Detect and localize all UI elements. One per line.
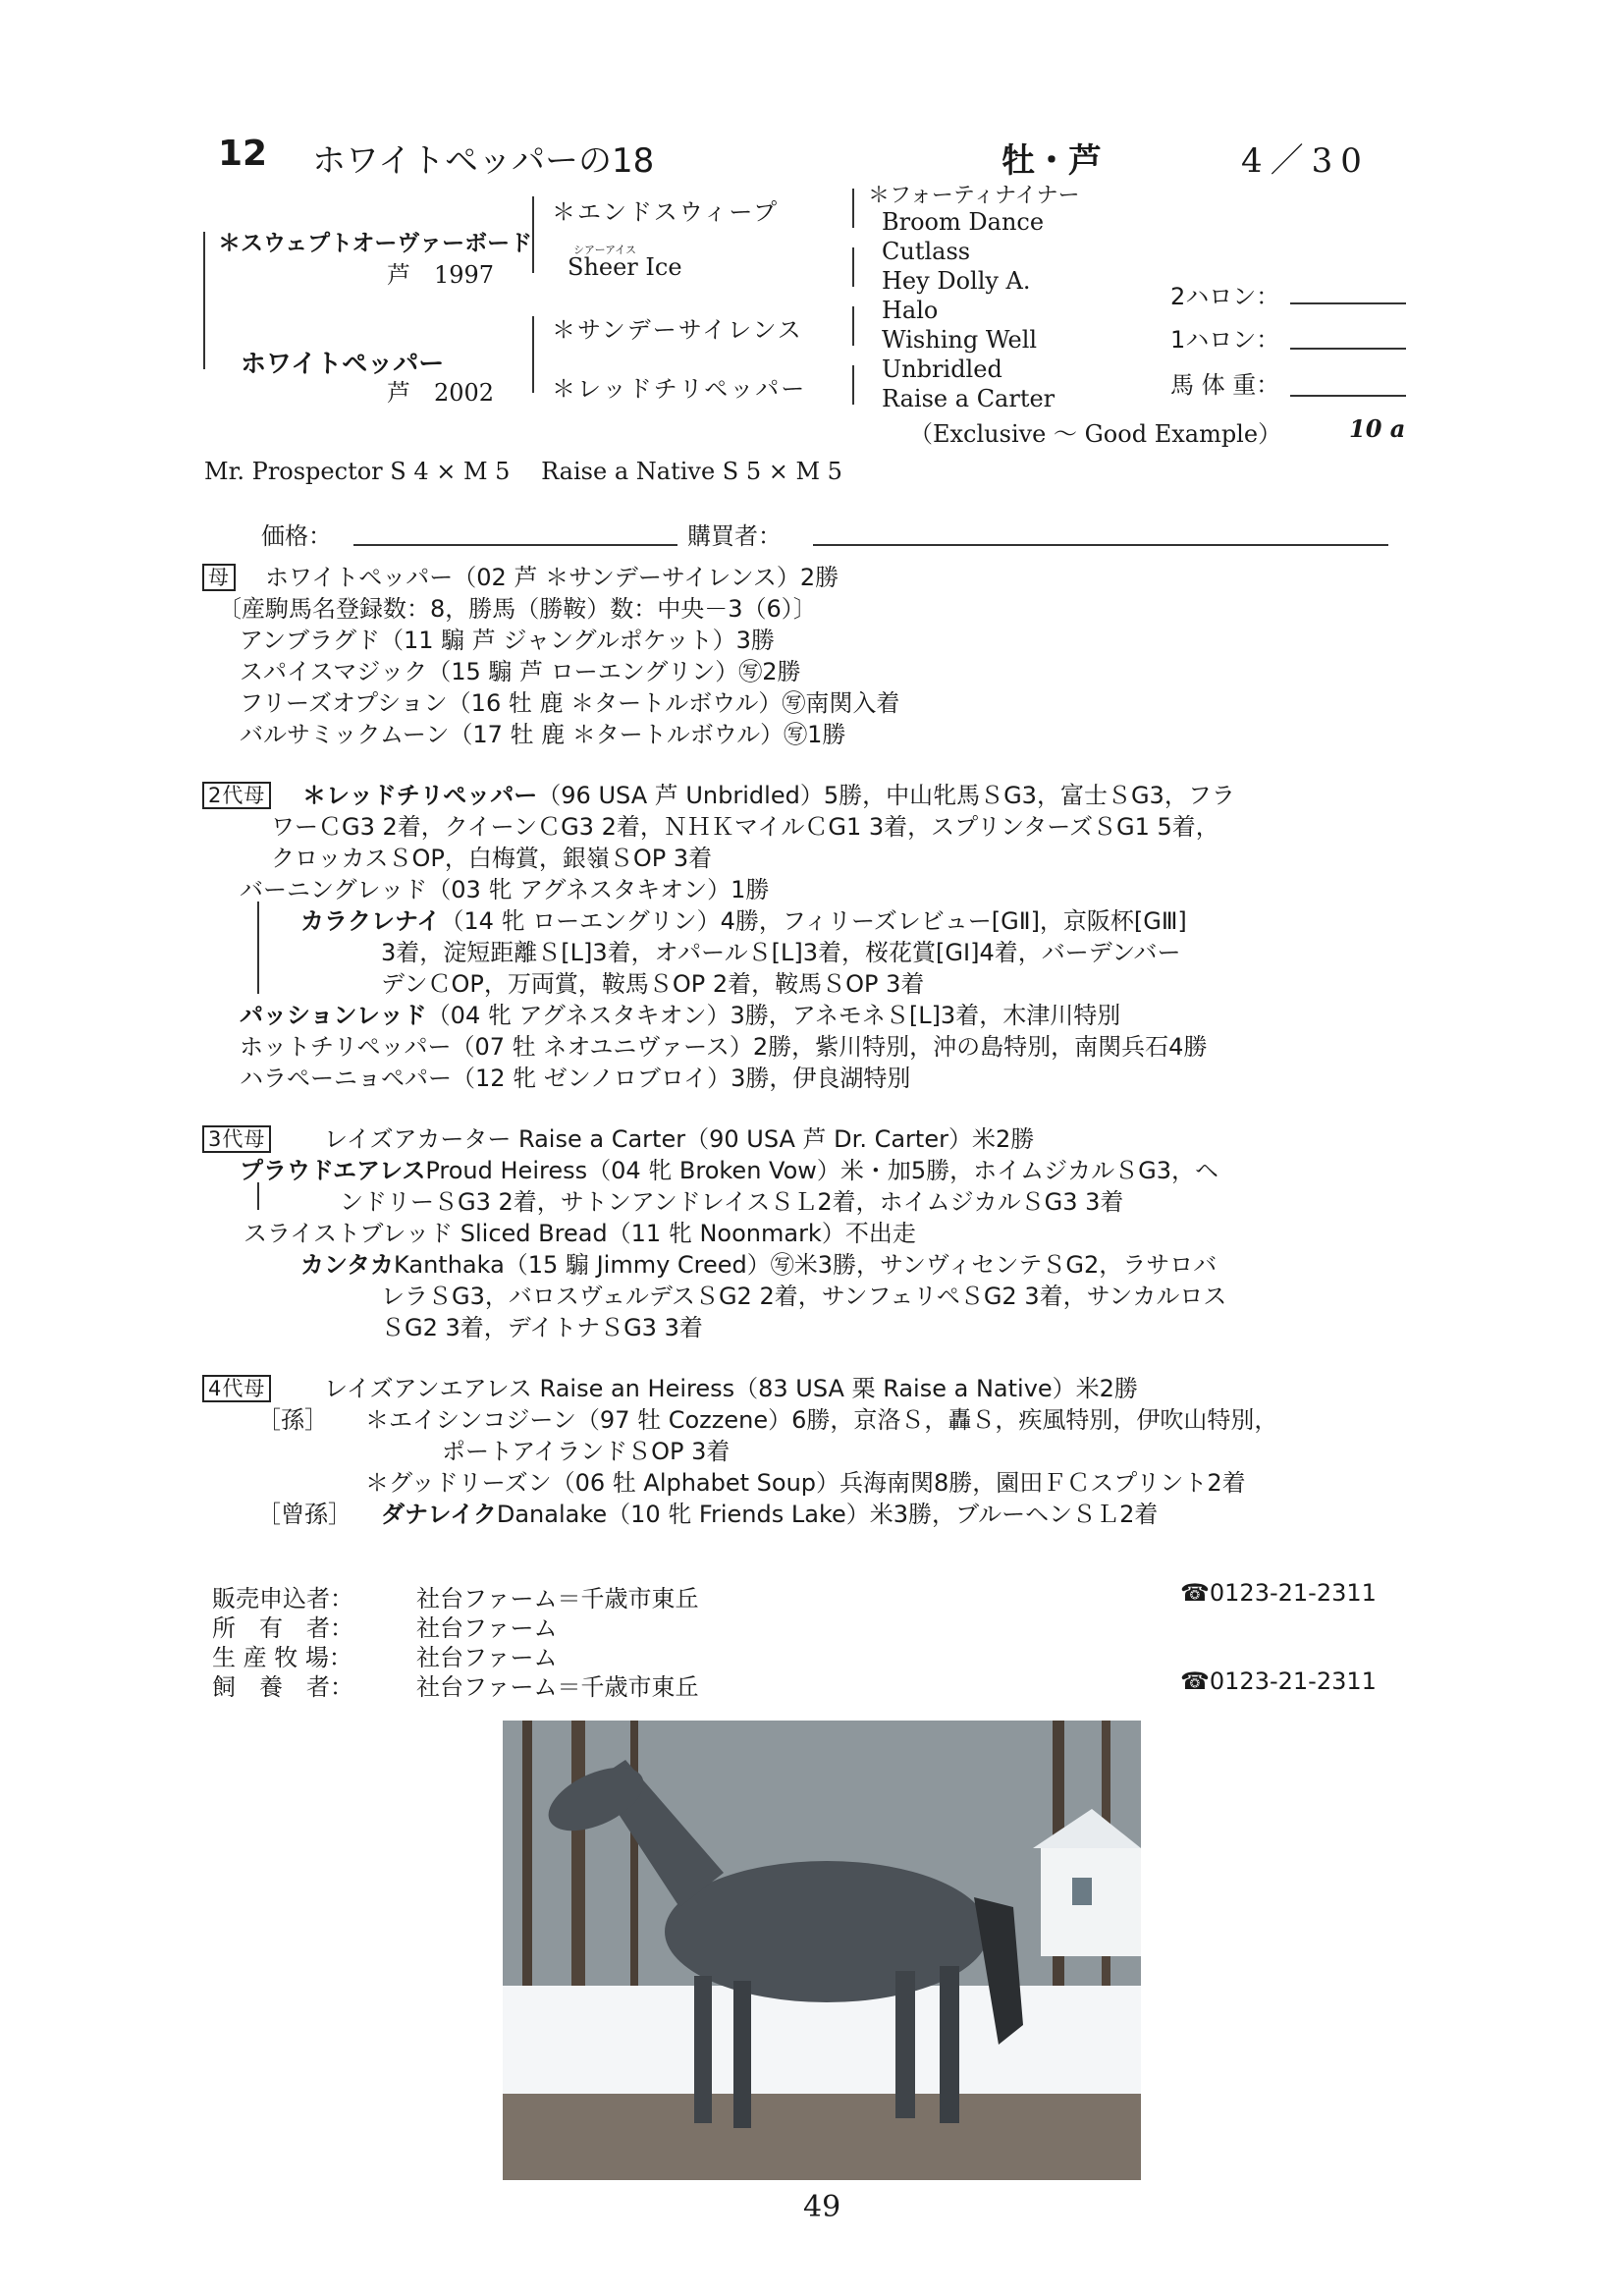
second-dam-record: （96 USA 芦 Unbridled）5勝，中山牝馬ＳG3，富士ＳG3，フラ bbox=[537, 782, 1235, 809]
inbreeding-note: Mr. Prospector S 4 × M 5 Raise a Native S 5 × M 5 bbox=[204, 458, 842, 485]
dam-info: 芦 2002 bbox=[387, 379, 495, 407]
gen3-brace-4 bbox=[852, 365, 854, 405]
passion-name: パッションレッド bbox=[240, 1002, 427, 1029]
gen3-ancestor-5: Halo bbox=[882, 297, 939, 324]
raiser-value: 社台ファーム＝千歳市東丘 bbox=[416, 1673, 699, 1701]
danalake-head bbox=[381, 1495, 1158, 1529]
weight-field[interactable] bbox=[1290, 395, 1406, 397]
owner-value: 社台ファーム bbox=[416, 1614, 558, 1642]
dam-section-label: 母 bbox=[202, 564, 236, 591]
fourth-dam-section-label: 4代母 bbox=[202, 1375, 271, 1402]
one-furlong-field[interactable] bbox=[1290, 348, 1406, 350]
gen3-ancestor-4: Hey Dolly A. bbox=[882, 267, 1031, 295]
kantaka-head bbox=[300, 1245, 1217, 1280]
proud-head bbox=[240, 1151, 1218, 1185]
karakurenai-record: （14 牝 ローエングリン）4勝，フィリーズレビュー[GⅡ]，京阪杯[GⅢ] bbox=[440, 907, 1187, 935]
gen3-brace-3 bbox=[852, 306, 854, 346]
gen3-ancestor-6: Wishing Well bbox=[882, 326, 1038, 354]
great-grandchild-label: ［曾孫］ bbox=[257, 1501, 352, 1528]
birth-date: 4／30 bbox=[1241, 141, 1370, 181]
dam-line-4: スパイスマジック（15 騸 芦 ローエングリン）㊢2勝 bbox=[240, 658, 801, 685]
goodreason-line: ＊グッドリーズン（06 牡 Alphabet Soup）兵海南関8勝，園田ＦＣスプリント2着 bbox=[365, 1469, 1246, 1497]
page-number: 49 bbox=[803, 2190, 841, 2224]
third-dam-head: レイズアカーター Raise a Carter（90 USA 芦 Dr. Carter）米2勝 bbox=[324, 1125, 1035, 1153]
second-dam-name: ＊レッドチリペッパー bbox=[302, 782, 538, 809]
passion-head bbox=[240, 996, 1120, 1030]
one-furlong-label: 1ハロン： bbox=[1170, 326, 1280, 354]
hotchili-line: ホットチリペッパー（07 牡 ネオユニヴァース）2勝，紫川特別，沖の島特別，南関兵石4勝 bbox=[240, 1033, 1208, 1061]
dam-name: ホワイトペッパー bbox=[241, 350, 445, 379]
dam-line-5: フリーズオプション（16 牡 鹿 ＊タートルボウル）㊢南関入着 bbox=[240, 689, 900, 717]
kantaka-line-2: レラＳG3，バロスヴェルデスＳG2 2着，サンフェリペＳG2 3着，サンカルロス bbox=[381, 1283, 1227, 1310]
breeder-value: 社台ファーム bbox=[416, 1644, 558, 1671]
horse-photo bbox=[503, 1721, 1141, 2180]
gen3-brace-1 bbox=[852, 189, 854, 228]
family-note: （Exclusive ～ Good Example） bbox=[909, 420, 1282, 448]
second-dam-head bbox=[302, 776, 1235, 810]
grandchild-label: ［孫］ bbox=[257, 1406, 328, 1434]
seller-tel: ☎0123-21-2311 bbox=[1180, 1579, 1377, 1607]
buyer-field[interactable] bbox=[813, 544, 1388, 546]
owner-label: 所 有 者： bbox=[212, 1614, 353, 1642]
kantaka-record: Kanthaka（15 騸 Jimmy Creed）㊢米3勝，サンヴィセンテＳG2，ラサロバ bbox=[394, 1251, 1218, 1279]
sire-info: 芦 1997 bbox=[387, 261, 495, 289]
proud-name: プラウドエアレス bbox=[240, 1157, 426, 1184]
gen3-ancestor-2: Broom Dance bbox=[882, 208, 1045, 236]
raiser-label: 飼 養 者： bbox=[212, 1673, 353, 1701]
danalake-record: Danalake（10 牝 Friends Lake）米3勝，ブルーヘンＳＬ2着 bbox=[496, 1501, 1159, 1528]
family-number: 10 a bbox=[1349, 414, 1406, 443]
seller-label: 販売申込者： bbox=[212, 1585, 353, 1613]
karakurenai-line-2: 3着，淀短距離Ｓ[L]3着，オパールＳ[L]3着，桜花賞[GⅠ]4着，バーデンバー bbox=[381, 939, 1181, 966]
horse-name: ホワイトペッパーの18 bbox=[312, 141, 655, 181]
proud-descendant-line bbox=[257, 1182, 259, 1210]
second-dam-section-label: 2代母 bbox=[202, 782, 271, 809]
sliced-bread-line: スライストブレッド Sliced Bread（11 牝 Noonmark）不出走 bbox=[244, 1220, 916, 1247]
dam-sire: ＊サンデーサイレンス bbox=[552, 316, 803, 344]
gen3-ancestor-8: Raise a Carter bbox=[882, 385, 1056, 412]
kantaka-name: カンタカ bbox=[300, 1251, 395, 1279]
gen3-ancestor-1: ＊フォーティナイナー bbox=[868, 184, 1080, 208]
two-furlong-field[interactable] bbox=[1290, 302, 1406, 304]
second-dam-line-4: バーニングレッド（03 牝 アグネスタキオン）1勝 bbox=[240, 876, 770, 903]
second-dam-line-3: クロッカスＳOP，白梅賞，銀嶺ＳOP 3着 bbox=[271, 845, 713, 872]
descendant-line bbox=[257, 902, 259, 994]
gen3-brace-2 bbox=[852, 247, 854, 287]
karakurenai-head bbox=[300, 902, 1187, 936]
dam-line-2: 〔産駒馬名登録数：8，勝馬（勝鞍）数：中央－3（6）〕 bbox=[218, 595, 817, 623]
sex-color: 牡・芦 bbox=[1001, 141, 1102, 181]
two-furlong-label: 2ハロン： bbox=[1170, 283, 1280, 310]
pedigree-brace-left bbox=[203, 232, 205, 369]
proud-record: Proud Heiress（04 牝 Broken Vow）米・加5勝，ホイムジカルＳG3，ヘ bbox=[425, 1157, 1219, 1184]
weight-label: 馬 体 重： bbox=[1170, 371, 1280, 399]
gen3-ancestor-3: Cutlass bbox=[882, 238, 971, 265]
dam-line-6: バルサミックムーン（17 牡 鹿 ＊タートルボウル）㊢1勝 bbox=[240, 721, 846, 748]
price-label: 価格： bbox=[261, 522, 332, 550]
danalake-name: ダナレイク bbox=[381, 1501, 497, 1528]
sire-brace bbox=[532, 196, 534, 273]
gen3-ancestor-7: Unbridled bbox=[882, 355, 1002, 383]
raiser-tel: ☎0123-21-2311 bbox=[1180, 1667, 1377, 1695]
aishin-line: ＊エイシンコジーン（97 牡 Cozzene）6勝，京洛Ｓ，轟Ｓ，疾風特別，伊吹山特別， bbox=[365, 1406, 1278, 1434]
dam-brace bbox=[532, 316, 534, 393]
dam-line-3: アンブラグド（11 騸 芦 ジャングルポケット）3勝 bbox=[240, 627, 775, 654]
sire-dam-ruby: シアーアイス bbox=[573, 244, 637, 256]
sire-dam: Sheer Ice bbox=[568, 253, 682, 281]
dam-dam: ＊レッドチリペッパー bbox=[552, 375, 807, 403]
karakurenai-name: カラクレナイ bbox=[300, 907, 441, 935]
sire-sire: ＊エンドスウィープ bbox=[552, 198, 780, 226]
seller-value: 社台ファーム＝千歳市東丘 bbox=[416, 1585, 699, 1613]
third-dam-section-label: 3代母 bbox=[202, 1125, 271, 1153]
proud-line-2: ンドリーＳG3 2着，サトンアンドレイスＳＬ2着，ホイムジカルＳG3 3着 bbox=[340, 1188, 1124, 1216]
dam-line-1: ホワイトペッパー（02 芦 ＊サンデーサイレンス）2勝 bbox=[265, 564, 839, 591]
price-field[interactable] bbox=[353, 544, 677, 546]
second-dam-line-2: ワーＣG3 2着，クイーンＣG3 2着，ＮＨＫマイルＣG1 3着，スプリンターズＳG1 5着， bbox=[271, 813, 1219, 841]
buyer-label: 購買者： bbox=[687, 522, 782, 550]
lot-number: 12 bbox=[218, 134, 268, 174]
kantaka-line-3: ＳG2 3着，デイトナＳG3 3着 bbox=[381, 1314, 703, 1341]
sire-name: ＊スウェプトオーヴァーボード bbox=[218, 231, 533, 256]
jalapeno-line: ハラペーニョペパー（12 牝 ゼンノロブロイ）3勝，伊良湖特別 bbox=[240, 1065, 911, 1092]
karakurenai-line-3: デンＣOP，万両賞，鞍馬ＳOP 2着，鞍馬ＳOP 3着 bbox=[381, 970, 925, 998]
passion-record: （04 牝 アグネスタキオン）3勝，アネモネＳ[L]3着，木津川特別 bbox=[426, 1002, 1121, 1029]
aishin-line-2: ポートアイランドＳOP 3着 bbox=[442, 1438, 731, 1465]
breeder-label: 生 産 牧 場： bbox=[212, 1644, 352, 1671]
fourth-dam-head: レイズアンエアレス Raise an Heiress（83 USA 栗 Raise a Native）米2勝 bbox=[324, 1375, 1138, 1402]
